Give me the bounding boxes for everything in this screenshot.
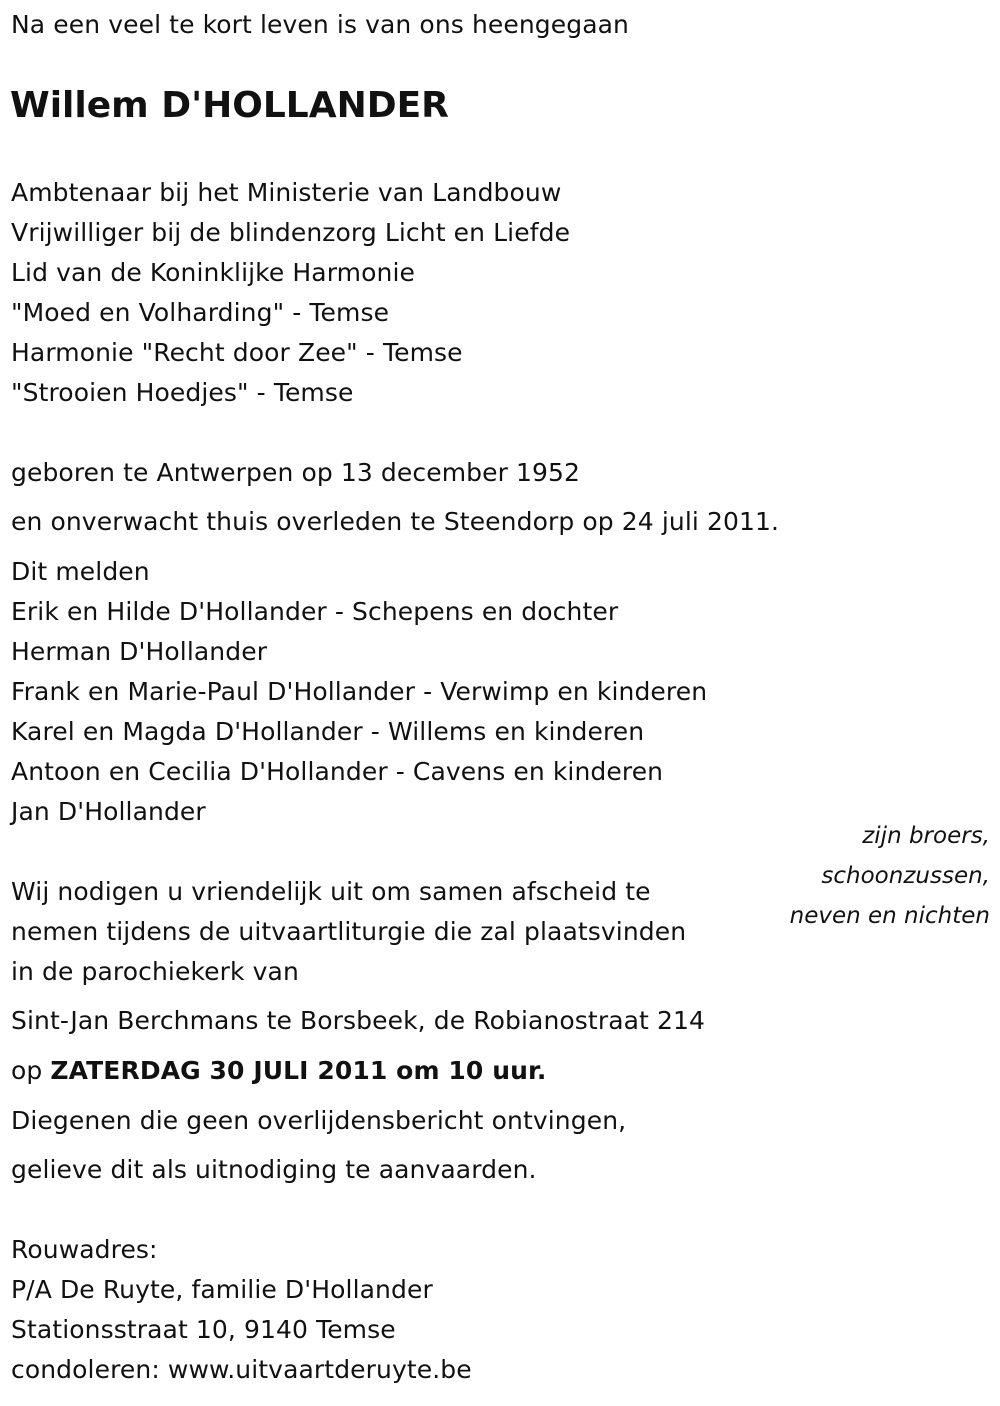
role-line: Lid van de Koninklijke Harmonie xyxy=(11,258,415,287)
death-line: en onverwacht thuis overleden te Steendorp op 24 juli 2011. xyxy=(11,507,780,536)
address-line: Stationsstraat 10, 9140 Temse xyxy=(11,1315,396,1344)
condolence-website: condoleren: www.uitvaartderuyte.be xyxy=(11,1355,472,1384)
relation-line: schoonzussen, xyxy=(821,863,990,889)
intro-line: Na een veel te kort leven is van ons heengegaan xyxy=(11,10,629,39)
family-line: Frank en Marie-Paul D'Hollander - Verwimp en kinderen xyxy=(11,677,708,706)
family-line: Antoon en Cecilia D'Hollander - Cavens en kinderen xyxy=(11,757,664,786)
invitation-line: nemen tijdens de uitvaartliturgie die zal plaatsvinden xyxy=(11,917,687,946)
family-line: Karel en Magda D'Hollander - Willems en kinderen xyxy=(11,717,645,746)
church-address: Sint-Jan Berchmans te Borsbeek, de Robianostraat 214 xyxy=(11,1006,706,1035)
relation-line: zijn broers, xyxy=(862,823,990,849)
family-line: Erik en Hilde D'Hollander - Schepens en dochter xyxy=(11,597,619,626)
family-line: Herman D'Hollander xyxy=(11,637,268,666)
role-line: Ambtenaar bij het Ministerie van Landbouw xyxy=(11,178,562,207)
address-line: P/A De Ruyte, familie D'Hollander xyxy=(11,1275,433,1304)
funeral-date xyxy=(11,1051,546,1091)
relation-caption xyxy=(690,816,990,936)
date-bold: ZATERDAG 30 JULI 2011 om 10 uur. xyxy=(50,1056,547,1085)
invitation-line: in de parochiekerk van xyxy=(11,957,299,986)
role-line: "Strooien Hoedjes" - Temse xyxy=(11,378,354,407)
invitation-line: Wij nodigen u vriendelijk uit om samen afscheid te xyxy=(11,877,651,906)
role-line: Vrijwilliger bij de blindenzorg Licht en Liefde xyxy=(11,218,571,247)
family-line: Jan D'Hollander xyxy=(11,797,206,826)
role-line: "Moed en Volharding" - Temse xyxy=(11,298,390,327)
address-label: Rouwadres: xyxy=(11,1235,158,1264)
announcers-intro: Dit melden xyxy=(11,557,150,586)
deceased-name: Willem D'HOLLANDER xyxy=(10,85,449,126)
birth-line: geboren te Antwerpen op 13 december 1952 xyxy=(11,458,581,487)
notice-line: Diegenen die geen overlijdensbericht ontvingen, xyxy=(11,1106,627,1135)
date-prefix: op xyxy=(11,1056,51,1085)
role-line: Harmonie "Recht door Zee" - Temse xyxy=(11,338,463,367)
relation-line: neven en nichten xyxy=(789,903,990,929)
notice-line: gelieve dit als uitnodiging te aanvaarden. xyxy=(11,1155,537,1184)
